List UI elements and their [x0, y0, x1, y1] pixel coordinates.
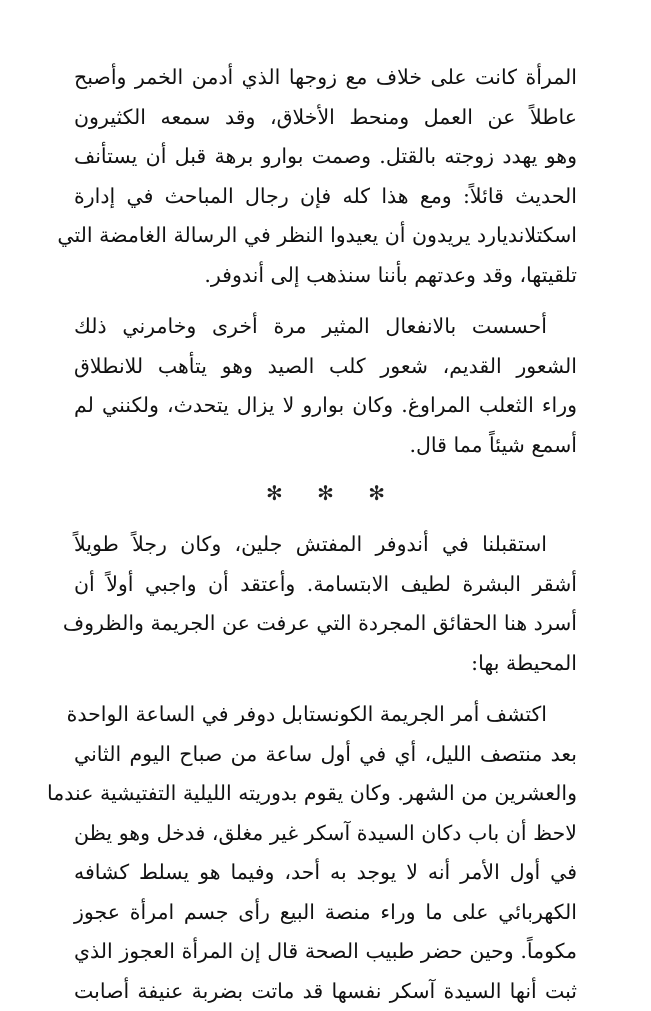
- text-line: تلقيتها، وقد وعدتهم بأننا سنذهب إلى أندوفر.: [74, 256, 577, 296]
- text-line: الكهربائي على ما وراء منصة البيع رأى جسم امرأة عجوز: [74, 893, 577, 933]
- text-line: [74, 695, 577, 735]
- text-line: مكوماً. وحين حضر طبيب الصحة قال إن المرأة العجوز الذي: [74, 932, 577, 972]
- text-line: المحيطة بها:: [74, 644, 577, 684]
- text-line: المرأة كانت على خلاف مع زوجها الذي أدمن الخمر وأصبح: [74, 58, 577, 98]
- paragraph-1: [74, 58, 577, 295]
- section-separator: ✻ ✻ ✻: [74, 473, 577, 513]
- text-line: لاحظ أن باب دكان السيدة آسكر غير مغلق، فدخل وهو يظن: [74, 814, 577, 854]
- text-line-content: أحسست بالانفعال المثير مرة أخرى وخامرني ذلك: [74, 314, 547, 338]
- text-line: الشعور القديم، شعور كلب الصيد وهو يتأهب للانطلاق: [74, 347, 577, 387]
- text-line: عاطلاً عن العمل ومنحط الأخلاق، وقد سمعه الكثيرون: [74, 98, 577, 138]
- text-line: [74, 307, 577, 347]
- text-line: أسمع شيئاً مما قال.: [74, 426, 577, 466]
- text-line: [74, 525, 577, 565]
- text-line: وهو يهدد زوجته بالقتل. وصمت بوارو برهة قبل أن يستأنف: [74, 137, 577, 177]
- paragraph-4: [74, 695, 577, 1011]
- text-line: بعد منتصف الليل، أي في أول ساعة من صباح اليوم الثاني: [74, 735, 577, 775]
- text-line: أشقر البشرة لطيف الابتسامة. وأعتقد أن واجبي أولاً أن: [74, 565, 577, 605]
- text-line: ثبت أنها السيدة آسكر نفسها قد ماتت بضربة عنيفة أصابت: [74, 972, 577, 1011]
- text-line: في أول الأمر أنه لا يوجد به أحد، وفيما هو يسلط كشافه: [74, 853, 577, 893]
- text-line: وراء الثعلب المراوغ. وكان بوارو لا يزال يتحدث، ولكنني لم: [74, 386, 577, 426]
- text-line: الحديث قائلاً: ومع هذا كله فإن رجال المباحث في إدارة: [74, 177, 577, 217]
- text-line: أسرد هنا الحقائق المجردة التي عرفت عن الجريمة والظروف: [74, 604, 577, 644]
- paragraph-gap: [74, 683, 577, 695]
- book-page: [74, 58, 577, 1011]
- text-line-content: استقبلنا في أندوفر المفتش جلين، وكان رجلاً طويلاً: [74, 532, 547, 556]
- paragraph-gap: [74, 295, 577, 307]
- paragraph-3: [74, 525, 577, 683]
- text-line: والعشرين من الشهر. وكان يقوم بدوريته الليلية التفتيشية عندما: [74, 774, 577, 814]
- text-line: اسكتلانديارد يريدون أن يعيدوا النظر في الرسالة الغامضة التي: [74, 216, 577, 256]
- text-line-content: اكتشف أمر الجريمة الكونستابل دوفر في الساعة الواحدة: [67, 702, 547, 726]
- paragraph-2: [74, 307, 577, 465]
